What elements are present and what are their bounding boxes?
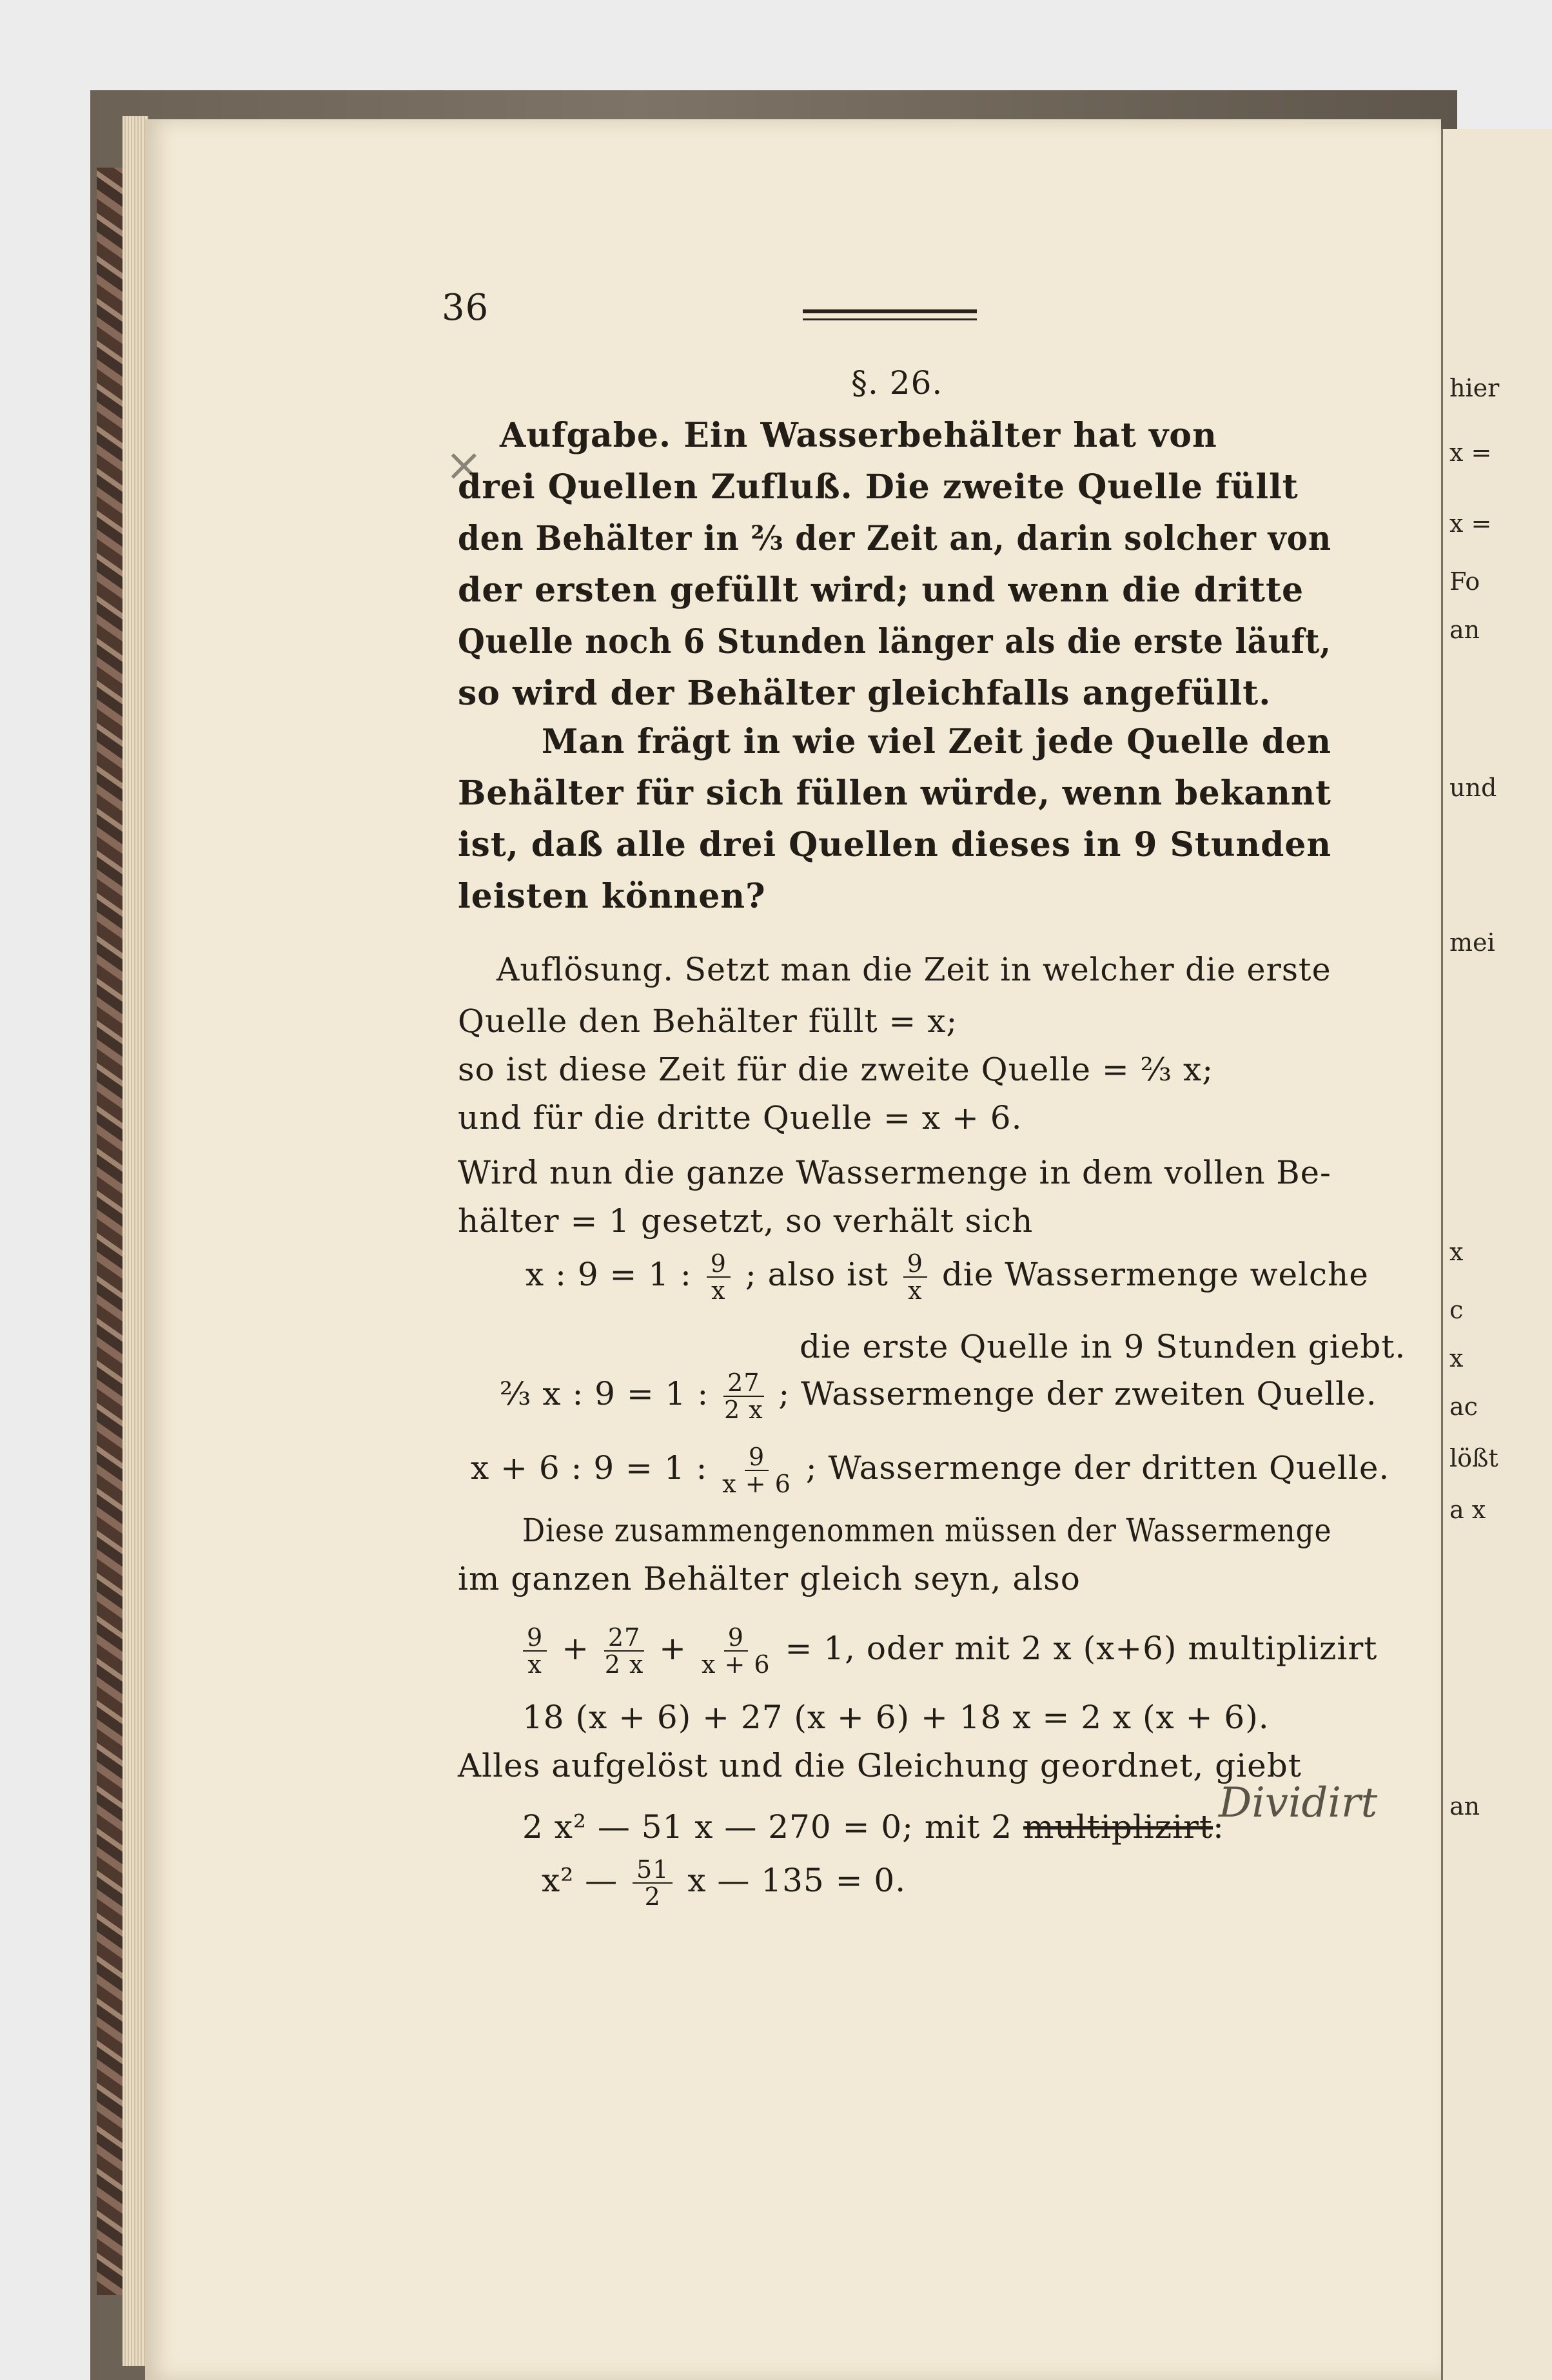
pencil-note: Dividirt bbox=[1219, 1779, 1378, 1827]
eq7-num: 51 bbox=[633, 1857, 673, 1884]
aufgabe-line: so wird der Behälter gleichfalls angefüllt. bbox=[458, 674, 1272, 713]
eq4-d2: 2 x bbox=[604, 1650, 644, 1679]
next-page-fragment: und bbox=[1449, 774, 1497, 802]
plus-sign: + bbox=[659, 1630, 687, 1667]
page-number: 36 bbox=[442, 287, 489, 329]
next-page-fragment: an bbox=[1449, 1792, 1480, 1820]
eq4-d3: x + 6 bbox=[701, 1650, 771, 1679]
eq2-fraction bbox=[723, 1370, 763, 1423]
section-heading: §. 26. bbox=[851, 364, 943, 402]
aufloesung-line: Auflösung. Setzt man die Zeit in welcher die erste bbox=[496, 951, 1331, 988]
eq1-fraction bbox=[707, 1251, 731, 1303]
eq7-fraction bbox=[633, 1857, 673, 1909]
aufloesung-line: Diese zusammengenommen müssen der Wassermenge bbox=[522, 1512, 1332, 1549]
next-page-fragment: x bbox=[1449, 1344, 1464, 1372]
equation-6 bbox=[522, 1808, 1224, 1846]
eq1-mid: ; also ist bbox=[745, 1256, 889, 1293]
next-page-fragment: x = bbox=[1449, 509, 1492, 538]
eq4-fraction-1 bbox=[523, 1624, 547, 1677]
margin-mark: × bbox=[445, 438, 483, 491]
aufgabe-line: Quelle noch 6 Stunden länger als die erste läuft, bbox=[458, 622, 1331, 661]
eq4-fraction-2 bbox=[604, 1624, 644, 1677]
aufloesung-line: hälter = 1 gesetzt, so verhält sich bbox=[458, 1202, 1034, 1240]
eq2-den: 2 x bbox=[723, 1396, 763, 1424]
eq6-text: 2 x² — 51 x — 270 = 0; mit 2 bbox=[522, 1808, 1013, 1846]
eq3-num: 9 bbox=[745, 1444, 769, 1471]
aufloesung-line: im ganzen Behälter gleich seyn, also bbox=[458, 1560, 1081, 1597]
eq6-struck: multiplizirt bbox=[1023, 1808, 1213, 1846]
eq3-fraction bbox=[722, 1444, 791, 1497]
plus-sign: + bbox=[562, 1630, 589, 1667]
aufgabe-line: ist, daß alle drei Quellen dieses in 9 Stunden bbox=[458, 825, 1332, 864]
eq1-num2: 9 bbox=[903, 1251, 927, 1278]
aufloesung-line: und für die dritte Quelle = x + 6. bbox=[458, 1099, 1023, 1136]
next-page-fragment: an bbox=[1449, 616, 1480, 644]
equation-4 bbox=[519, 1624, 1377, 1677]
eq4-right: = 1, oder mit 2 x (x+6) multiplizirt bbox=[785, 1630, 1378, 1667]
eq7-den: 2 bbox=[644, 1882, 661, 1911]
aufloesung-line: Wird nun die ganze Wassermenge in dem vollen Be- bbox=[458, 1154, 1331, 1191]
aufloesung-line: Quelle den Behälter füllt = x; bbox=[458, 1002, 958, 1040]
eq4-n3: 9 bbox=[724, 1624, 748, 1652]
aufgabe-line: Man frägt in wie viel Zeit jede Quelle den bbox=[542, 722, 1331, 761]
eq1-den2: x bbox=[908, 1276, 923, 1305]
book-page bbox=[145, 119, 1441, 2380]
equation-5: 18 (x + 6) + 27 (x + 6) + 18 x = 2 x (x + 6). bbox=[522, 1699, 1270, 1736]
aufgabe-line: der ersten gefüllt wird; und wenn die dritte bbox=[458, 571, 1304, 610]
eq1-den: x bbox=[711, 1276, 726, 1305]
page-edges bbox=[123, 116, 148, 2366]
eq2-num: 27 bbox=[723, 1370, 763, 1397]
eq1-right: die Wassermenge welche bbox=[941, 1256, 1369, 1293]
eq3-left: x + 6 : 9 = 1 : bbox=[471, 1449, 708, 1487]
aufgabe-line: Aufgabe. Ein Wasserbehälter hat von bbox=[500, 416, 1217, 455]
line-alles: Alles aufgelöst und die Gleichung geordnet, giebt bbox=[458, 1747, 1302, 1784]
header-rule bbox=[803, 309, 977, 313]
header-rule-thin bbox=[803, 318, 977, 320]
next-page-fragment: ac bbox=[1449, 1392, 1478, 1421]
next-page-fragment: x bbox=[1449, 1238, 1464, 1266]
aufgabe-line: den Behälter in ⅔ der Zeit an, darin solcher von bbox=[458, 519, 1331, 558]
eq3-right: ; Wassermenge der dritten Quelle. bbox=[805, 1449, 1390, 1487]
next-page-edge bbox=[1441, 129, 1552, 2380]
aufgabe-line: leisten können? bbox=[458, 877, 766, 916]
next-page-fragment: Fo bbox=[1449, 567, 1480, 596]
eq1-fraction-2 bbox=[903, 1251, 927, 1303]
equation-3 bbox=[471, 1444, 1390, 1497]
equation-7 bbox=[542, 1857, 906, 1909]
next-page-fragment: a x bbox=[1449, 1496, 1486, 1524]
next-page-fragment: x = bbox=[1449, 438, 1492, 467]
eq3-den: x + 6 bbox=[722, 1470, 791, 1498]
aufgabe-line: Behälter für sich füllen würde, wenn bekannt bbox=[458, 774, 1331, 813]
aufgabe-line: drei Quellen Zufluß. Die zweite Quelle füllt bbox=[458, 467, 1299, 507]
equation-1 bbox=[526, 1249, 1369, 1305]
equation-2 bbox=[500, 1370, 1377, 1423]
eq7-right: x — 135 = 0. bbox=[687, 1862, 907, 1899]
aufloesung-line: so ist diese Zeit für die zweite Quelle = ⅔ x; bbox=[458, 1051, 1214, 1088]
eq1-num: 9 bbox=[707, 1251, 731, 1278]
eq2-right: ; Wassermenge der zweiten Quelle. bbox=[778, 1375, 1377, 1412]
eq4-n2: 27 bbox=[604, 1624, 644, 1652]
eq6-tail: : bbox=[1213, 1808, 1224, 1846]
equation-1-continued: die erste Quelle in 9 Stunden giebt. bbox=[800, 1328, 1406, 1365]
next-page-fragment: hier bbox=[1449, 374, 1500, 402]
eq4-n1: 9 bbox=[523, 1624, 547, 1652]
eq7-left: x² — bbox=[542, 1862, 618, 1899]
eq4-d1: x bbox=[527, 1650, 542, 1679]
next-page-fragment: lößt bbox=[1449, 1444, 1498, 1472]
next-page-fragment: mei bbox=[1449, 928, 1495, 957]
eq2-left: ⅔ x : 9 = 1 : bbox=[500, 1375, 709, 1412]
next-page-fragment: c bbox=[1449, 1296, 1464, 1324]
eq1-left: x : 9 = 1 : bbox=[526, 1256, 692, 1293]
eq4-fraction-3 bbox=[702, 1624, 771, 1677]
